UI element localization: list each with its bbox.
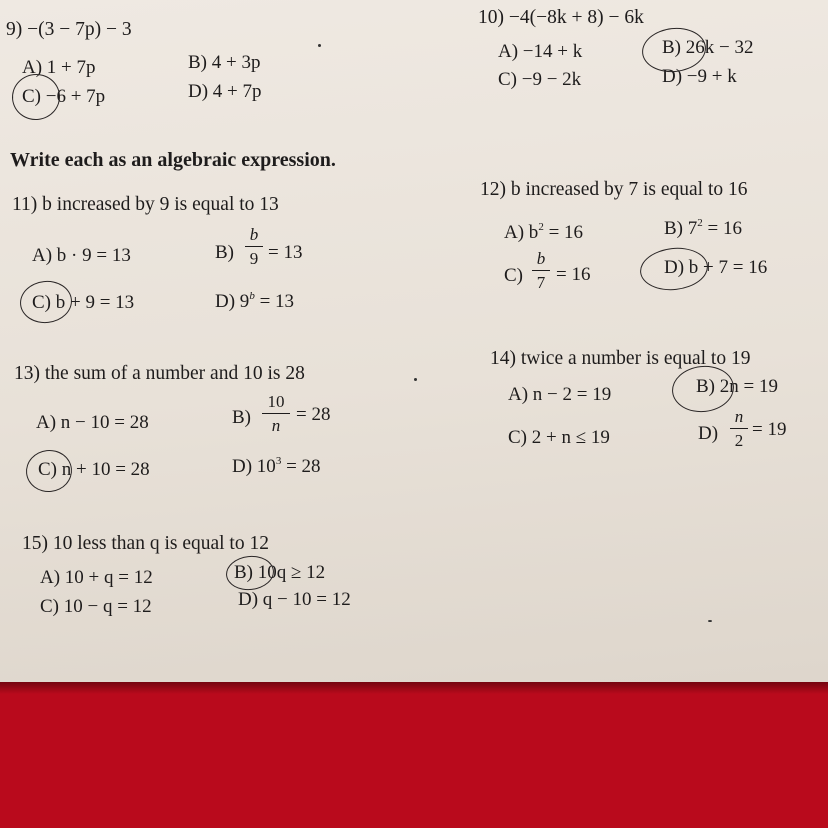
q13-option-b-fraction <box>262 393 290 434</box>
q12-option-c-denominator: 7 <box>536 273 546 292</box>
q11-option-b-denominator: 9 <box>249 249 259 268</box>
q11-option-d-label: D) 9 <box>215 291 250 312</box>
fraction-bar <box>730 428 748 429</box>
q12-option-d: D) b + 7 = 16 <box>664 257 768 278</box>
q11-prompt: 11) b increased by 9 is equal to 13 <box>12 194 279 215</box>
q11-option-d-rhs: = 13 <box>254 291 295 312</box>
q11-option-b-numerator: b <box>249 225 259 244</box>
q13-option-b-denominator: n <box>271 416 281 435</box>
q11-option-c: C) b + 9 = 13 <box>32 292 135 313</box>
q15-option-a: A) 10 + q = 12 <box>40 567 153 588</box>
q13-answer-circle <box>24 448 74 495</box>
q12-answer-circle <box>638 245 710 294</box>
q13-option-b-rhs: = 28 <box>296 404 331 425</box>
q11-option-a: A) b · 9 = 13 <box>32 245 131 266</box>
pencil-mark <box>318 44 321 47</box>
q14-option-d-numerator: n <box>734 407 744 426</box>
q12-option-c-fraction <box>532 250 550 291</box>
q10-prompt: 10) −4(−8k + 8) − 6k <box>478 7 644 28</box>
q9-answer-circle <box>10 72 63 123</box>
q15-answer-circle <box>224 554 275 593</box>
q14-option-b: B) 2n = 19 <box>696 376 778 397</box>
pencil-mark <box>414 378 417 381</box>
q12-option-c-label: C) <box>504 265 523 286</box>
q13-option-c: C) n + 10 = 28 <box>38 459 150 480</box>
q9-option-a: A) 1 + 7p <box>22 57 96 78</box>
q11-option-b-label: B) <box>215 242 234 263</box>
q12-option-a <box>504 222 583 242</box>
q9-option-d: D) 4 + 7p <box>188 81 262 102</box>
q12-option-b-exponent: 2 <box>697 217 703 229</box>
fraction-bar <box>262 413 290 414</box>
q11-option-b-rhs: = 13 <box>268 242 303 263</box>
q13-option-d-exponent: 3 <box>275 455 282 467</box>
q10-option-a: A) −14 + k <box>498 41 583 62</box>
q12-option-c-rhs: = 16 <box>556 264 591 285</box>
section-heading: Write each as an algebraic expression. <box>10 149 336 171</box>
fraction-bar <box>532 270 550 271</box>
q9-option-b: B) 4 + 3p <box>188 52 261 73</box>
q13-prompt: 13) the sum of a number and 10 is 28 <box>14 363 305 384</box>
q13-option-d-rhs: = 28 <box>281 456 321 477</box>
q13-option-d <box>232 456 321 476</box>
q11-option-d-exponent: b <box>249 290 255 302</box>
q12-option-b <box>664 218 742 238</box>
q10-option-b: B) 26k − 32 <box>662 37 754 58</box>
q12-option-a-label: A) b <box>504 222 539 243</box>
q14-answer-circle <box>670 363 736 415</box>
q9-prompt: 9) −(3 − 7p) − 3 <box>6 19 132 40</box>
q13-option-a: A) n − 10 = 28 <box>36 412 149 433</box>
q12-option-a-rhs: = 16 <box>543 222 584 243</box>
q11-option-d <box>215 291 294 311</box>
q15-option-c: C) 10 − q = 12 <box>40 596 152 617</box>
q14-option-d-fraction <box>730 408 748 449</box>
q13-option-b-label: B) <box>232 407 251 428</box>
q10-option-d: D) −9 + k <box>662 66 737 87</box>
q15-option-b: B) 10q ≥ 12 <box>234 562 326 583</box>
paper-shadow <box>0 682 828 694</box>
q9-option-c: C) −6 + 7p <box>22 86 106 107</box>
q14-option-d-rhs: = 19 <box>752 419 787 440</box>
pencil-mark <box>708 620 712 622</box>
q11-option-b-fraction <box>245 226 263 267</box>
q14-option-a: A) n − 2 = 19 <box>508 384 612 405</box>
q14-option-d-denominator: 2 <box>734 431 744 450</box>
q13-option-b-numerator: 10 <box>267 392 285 411</box>
q15-prompt: 15) 10 less than q is equal to 12 <box>22 533 269 554</box>
q12-prompt: 12) b increased by 7 is equal to 16 <box>480 179 748 200</box>
q13-option-d-label: D) 10 <box>232 456 276 477</box>
q12-option-c-numerator: b <box>536 249 546 268</box>
q10-option-c: C) −9 − 2k <box>498 69 582 90</box>
q14-prompt: 14) twice a number is equal to 19 <box>490 348 751 369</box>
fraction-bar <box>245 246 263 247</box>
q14-option-d-label: D) <box>698 423 719 444</box>
q15-option-d: D) q − 10 = 12 <box>238 589 351 610</box>
q12-option-b-label: B) 7 <box>664 218 698 239</box>
q14-option-c: C) 2 + n ≤ 19 <box>508 427 610 448</box>
q12-option-a-exponent: 2 <box>538 221 544 233</box>
q12-option-b-rhs: = 16 <box>702 218 742 239</box>
q11-answer-circle <box>18 278 74 325</box>
